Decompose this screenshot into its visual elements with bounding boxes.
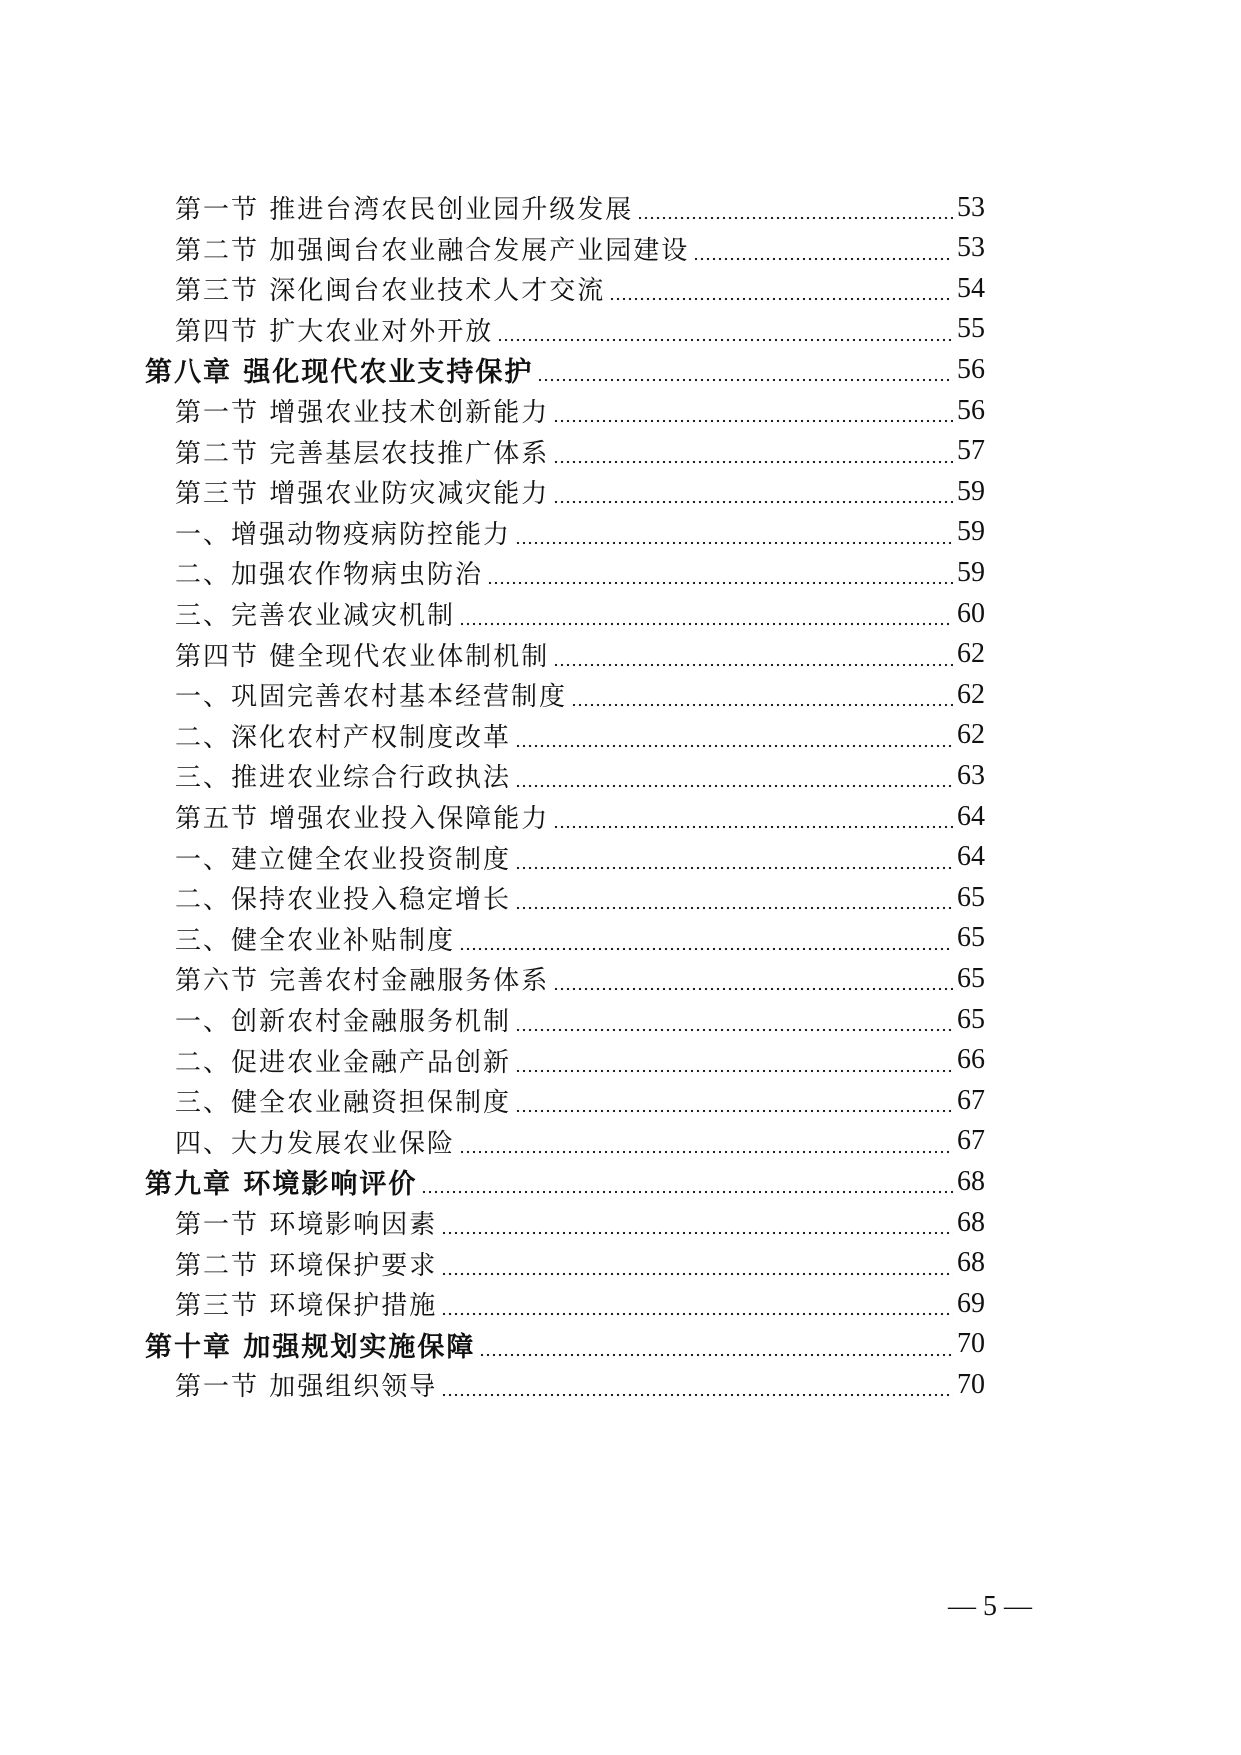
toc-entry-label: 第二节 完善基层农技推广体系 — [175, 438, 550, 469]
toc-entry-page: 54 — [957, 272, 985, 304]
toc-entry-section — [175, 956, 985, 1001]
dot-leader — [479, 1353, 953, 1357]
toc-entry-item — [175, 916, 985, 961]
toc-entry-item — [175, 835, 985, 880]
dot-leader — [693, 257, 953, 261]
toc-entry-label: 第九章 环境影响评价 — [145, 1169, 418, 1201]
dot-leader — [441, 1393, 953, 1397]
toc-entry-chapter — [145, 1322, 985, 1367]
toc-entry-section — [175, 226, 985, 271]
dot-leader — [515, 541, 953, 545]
toc-entry-label: 三、健全农业补贴制度 — [175, 925, 456, 956]
toc-entry-label: 第一节 加强组织领导 — [175, 1372, 438, 1403]
dot-leader — [459, 947, 953, 951]
toc-entry-page: 57 — [957, 435, 985, 467]
toc-entry-label: 二、深化农村产权制度改革 — [175, 722, 512, 753]
dot-leader — [515, 1069, 953, 1073]
toc-entry-section — [175, 307, 985, 352]
page-number: — 5 — — [948, 1591, 1032, 1622]
toc-entry-section — [175, 388, 985, 433]
toc-entry-item — [175, 1119, 985, 1164]
toc-entry-page: 68 — [957, 1247, 985, 1279]
dot-leader — [421, 1190, 953, 1194]
dot-leader — [553, 460, 953, 464]
dot-leader — [553, 987, 953, 991]
toc-entry-page: 56 — [957, 394, 985, 426]
toc-entry-item — [175, 550, 985, 595]
toc-entry-page: 59 — [957, 475, 985, 507]
toc-entry-section — [175, 632, 985, 677]
toc-entry-page: 62 — [957, 678, 985, 710]
toc-entry-item — [175, 510, 985, 555]
dot-leader — [571, 703, 953, 707]
toc-entry-section — [175, 185, 985, 230]
toc-entry-section — [175, 1241, 985, 1286]
dot-leader — [553, 500, 953, 504]
toc-entry-label: 第三节 环境保护措施 — [175, 1291, 438, 1322]
toc-entry-label: 第四节 扩大农业对外开放 — [175, 316, 494, 347]
dot-leader — [515, 866, 953, 870]
dot-leader — [497, 338, 953, 342]
toc-entry-chapter — [145, 1159, 985, 1204]
toc-entry-page: 62 — [957, 638, 985, 670]
toc-entry-label: 第三节 增强农业防灾减灾能力 — [175, 479, 550, 510]
dot-leader — [515, 1028, 953, 1032]
toc-entry-section — [175, 1200, 985, 1245]
toc-entry-page: 68 — [957, 1165, 985, 1197]
dot-leader — [459, 1150, 953, 1154]
toc-entry-page: 68 — [957, 1206, 985, 1238]
toc-entry-page: 70 — [957, 1368, 985, 1400]
toc-entry-label: 第一节 增强农业技术创新能力 — [175, 398, 550, 428]
toc-entry-page: 60 — [957, 597, 985, 629]
toc-entry-label: 一、增强动物疫病防控能力 — [175, 519, 512, 550]
toc-entry-item — [175, 1038, 985, 1083]
dot-leader — [487, 581, 953, 585]
toc-entry-label: 三、推进农业综合行政执法 — [175, 763, 512, 794]
toc-entry-label: 二、促进农业金融产品创新 — [175, 1047, 512, 1078]
toc-entry-label: 第十章 加强规划实施保障 — [145, 1331, 476, 1363]
dot-leader — [441, 1231, 953, 1235]
toc-entry-page: 59 — [957, 556, 985, 588]
toc-entry-section — [175, 266, 985, 311]
toc-entry-label: 第二节 加强闽台农业融合发展产业园建设 — [175, 235, 690, 266]
toc-entry-label: 二、保持农业投入稳定增长 — [175, 885, 512, 916]
toc-entry-label: 第六节 完善农村金融服务体系 — [175, 966, 550, 997]
toc-entry-chapter — [145, 347, 985, 392]
toc-entry-label: 第一节 推进台湾农民创业园升级发展 — [175, 195, 634, 225]
dot-leader — [441, 1272, 953, 1276]
toc-entry-page: 64 — [957, 841, 985, 873]
toc-entry-page: 64 — [957, 800, 985, 832]
toc-entry-item — [175, 875, 985, 920]
toc-entry-page: 69 — [957, 1287, 985, 1319]
dot-leader — [609, 297, 953, 301]
dot-leader — [441, 1312, 953, 1316]
toc-entry-page: 67 — [957, 1125, 985, 1157]
toc-entry-label: 一、建立健全农业投资制度 — [175, 844, 512, 875]
toc-entry-page: 65 — [957, 1003, 985, 1035]
dot-leader — [537, 378, 953, 382]
toc-entry-item — [175, 672, 985, 717]
toc-entry-label: 三、健全农业融资担保制度 — [175, 1088, 512, 1119]
toc-entry-page: 70 — [957, 1328, 985, 1360]
toc-entry-label: 一、创新农村金融服务机制 — [175, 1007, 512, 1037]
dot-leader — [515, 784, 953, 788]
toc-entry-page: 62 — [957, 719, 985, 751]
toc-entry-page: 65 — [957, 922, 985, 954]
dot-leader — [553, 663, 953, 667]
toc-entry-label: 一、巩固完善农村基本经营制度 — [175, 682, 568, 713]
toc-entry-page: 56 — [957, 353, 985, 385]
dot-leader — [515, 906, 953, 910]
toc-entry-label: 第三节 深化闽台农业技术人才交流 — [175, 276, 606, 307]
toc-entry-label: 二、加强农作物病虫防治 — [175, 560, 484, 591]
toc-entry-label: 第四节 健全现代农业体制机制 — [175, 641, 550, 672]
toc-entry-page: 65 — [957, 881, 985, 913]
toc-entry-page: 53 — [957, 232, 985, 264]
toc-entry-label: 第八章 强化现代农业支持保护 — [145, 357, 534, 389]
toc-entry-item — [175, 753, 985, 798]
toc-entry-label: 第二节 环境保护要求 — [175, 1250, 438, 1281]
toc-entry-section — [175, 1362, 985, 1407]
toc-entry-page: 53 — [957, 191, 985, 223]
toc-entry-section — [175, 429, 985, 474]
toc-entry-page: 55 — [957, 313, 985, 345]
dot-leader — [515, 744, 953, 748]
toc-entry-page: 67 — [957, 1084, 985, 1116]
toc-entry-page: 63 — [957, 759, 985, 791]
dot-leader — [459, 622, 953, 626]
toc-entry-item — [175, 591, 985, 636]
dot-leader — [637, 216, 953, 220]
toc-entry-item — [175, 997, 985, 1042]
toc-entry-page: 59 — [957, 516, 985, 548]
toc-entry-page: 65 — [957, 962, 985, 994]
toc-entry-item — [175, 713, 985, 758]
toc-entry-page: 66 — [957, 1044, 985, 1076]
dot-leader — [553, 419, 953, 423]
toc-entry-section — [175, 794, 985, 839]
toc-entry-section — [175, 469, 985, 514]
dot-leader — [553, 825, 953, 829]
toc-entry-label: 第一节 环境影响因素 — [175, 1210, 438, 1240]
toc-entry-label: 三、完善农业减灾机制 — [175, 601, 456, 631]
dot-leader — [515, 1109, 953, 1113]
toc-entry-label: 第五节 增强农业投入保障能力 — [175, 804, 550, 834]
toc-entry-section — [175, 1281, 985, 1326]
toc-entry-item — [175, 1078, 985, 1123]
toc-entry-label: 四、大力发展农业保险 — [175, 1128, 456, 1159]
